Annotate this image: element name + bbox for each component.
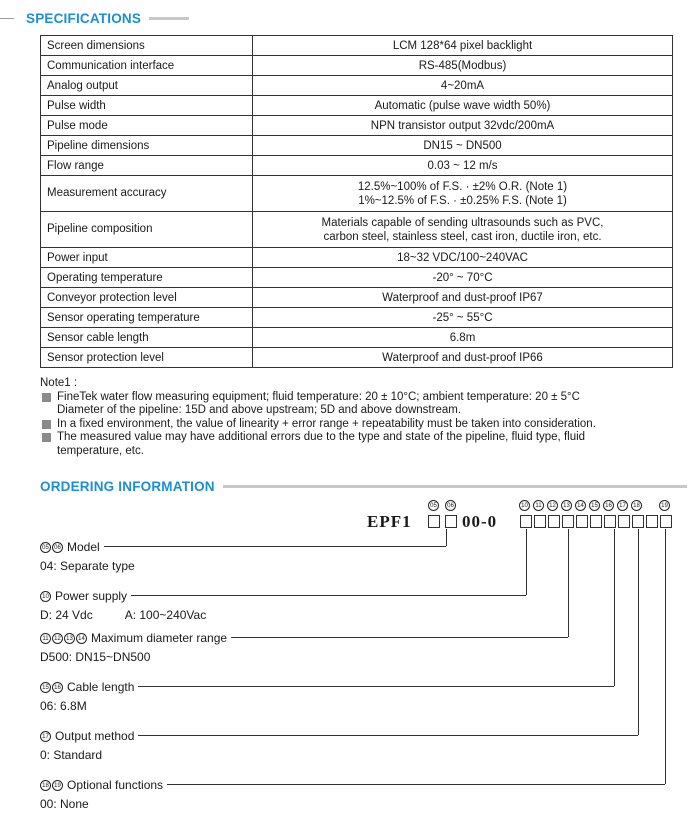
position-number-icon: 19 <box>52 780 63 791</box>
connector-line-vertical <box>568 529 569 637</box>
note-text <box>57 431 585 458</box>
code-box <box>445 515 457 528</box>
code-box <box>632 515 644 528</box>
position-number-icon: 19 <box>659 500 670 511</box>
code-box <box>548 515 560 528</box>
option-label <box>40 729 138 743</box>
connector-line-vertical <box>638 529 639 735</box>
code-box <box>590 515 602 528</box>
spec-value-line: Materials capable of sending ultrasounds such as PVC, <box>321 216 604 229</box>
code-box <box>520 515 532 528</box>
connector-line <box>60 686 614 687</box>
spec-key: Flow range <box>41 156 253 176</box>
spec-value <box>253 212 673 248</box>
connector-line-vertical <box>665 529 666 784</box>
square-bullet-icon <box>42 393 51 402</box>
spec-value <box>253 308 673 328</box>
spec-key: Communication interface <box>41 56 253 76</box>
heading-rule <box>149 17 189 20</box>
option-values <box>40 608 206 622</box>
spec-value-line: Waterproof and dust-proof IP66 <box>382 351 543 364</box>
spec-value-line: 12.5%~100% of F.S. · ±2% O.R. (Note 1) <box>357 180 568 193</box>
option-label <box>40 540 104 554</box>
position-number-icon: 10 <box>40 591 51 602</box>
position-number-icon: 15 <box>40 682 51 693</box>
specs-heading <box>0 11 189 26</box>
option-value: 04: Separate type <box>40 559 135 573</box>
note-text <box>57 418 596 432</box>
option-label-text: Output method <box>55 729 135 743</box>
option-value: 06: 6.8M <box>40 699 87 713</box>
spec-key: Sensor operating temperature <box>41 308 253 328</box>
connector-line-vertical <box>614 529 615 686</box>
spec-value <box>253 288 673 308</box>
position-number-icon: 13 <box>64 633 75 644</box>
position-number-icon: 18 <box>631 500 642 511</box>
notes-block <box>40 377 680 458</box>
position-number-icon: 14 <box>76 633 87 644</box>
spec-row <box>41 136 673 156</box>
code-box <box>660 515 672 528</box>
spec-value <box>253 156 673 176</box>
spec-value-line: LCM 128*64 pixel backlight <box>392 39 533 52</box>
position-number-icon: 18 <box>40 780 51 791</box>
spec-value-line: 0.03 ~ 12 m/s <box>427 159 498 172</box>
note-bullet <box>40 391 680 418</box>
option-label-text: Power supply <box>55 589 128 603</box>
option-values <box>40 748 102 762</box>
spec-value-line: Waterproof and dust-proof IP67 <box>382 291 543 304</box>
order-code-fixed: 00-0 <box>462 512 498 531</box>
spec-value <box>253 116 673 136</box>
order-code-prefix: EPF1 <box>367 512 412 531</box>
option-values <box>40 559 135 573</box>
spec-value-line: Automatic (pulse wave width 50%) <box>374 99 551 112</box>
note-bullet <box>40 431 680 458</box>
note-bullet <box>40 418 680 432</box>
spec-value-line: 4~20mA <box>440 79 485 92</box>
option-label-text: Maximum diameter range <box>91 631 228 645</box>
note-line: FineTek water flow measuring equipment; fluid temperature: 20 ± 10°C; ambient temperature: 20 ± 5°C <box>57 390 580 403</box>
spec-key: Sensor protection level <box>41 348 253 368</box>
position-number-icon: 06 <box>52 542 63 553</box>
option-value: 0: Standard <box>40 748 103 762</box>
spec-row <box>41 308 673 328</box>
spec-value <box>253 248 673 268</box>
ordering-title: ORDERING INFORMATION <box>40 479 215 494</box>
note-line: In a fixed environment, the value of linearity + error range + repeatability must be taken into consideration. <box>57 417 596 430</box>
position-number-icon: 12 <box>547 500 558 511</box>
spec-value-line: 18~32 VDC/100~240VAC <box>397 251 528 264</box>
spec-value <box>253 348 673 368</box>
spec-value <box>253 136 673 156</box>
option-value: D500: DN15~DN500 <box>40 650 151 664</box>
spec-row <box>41 96 673 116</box>
position-number-icon: 16 <box>52 682 63 693</box>
spec-value-line: DN15 ~ DN500 <box>423 139 502 152</box>
code-box <box>618 515 630 528</box>
option-label <box>40 631 231 645</box>
spec-key: Analog output <box>41 76 253 96</box>
position-number-icon: 16 <box>603 500 614 511</box>
spec-value-line: 6.8m <box>449 331 476 344</box>
position-number-icon: 14 <box>575 500 586 511</box>
spec-value <box>253 76 673 96</box>
connector-line-vertical <box>526 529 527 595</box>
position-number-icon: 13 <box>561 500 572 511</box>
spec-row <box>41 36 673 56</box>
specs-title: SPECIFICATIONS <box>26 11 142 26</box>
spec-value <box>253 96 673 116</box>
spec-key: Screen dimensions <box>41 36 253 56</box>
position-number-icon: 05 <box>40 542 51 553</box>
spec-key: Pulse width <box>41 96 253 116</box>
position-number-icon: 17 <box>617 500 628 511</box>
spec-value-line: -25° ~ 55°C <box>432 311 493 324</box>
connector-line-vertical <box>446 529 447 546</box>
option-values <box>40 797 89 811</box>
spec-value <box>253 56 673 76</box>
option-values <box>40 650 150 664</box>
code-box <box>562 515 574 528</box>
option-label <box>40 778 167 792</box>
position-number-icon: 05 <box>428 500 439 511</box>
option-label <box>40 589 131 603</box>
spec-value-line: -20° ~ 70°C <box>432 271 493 284</box>
option-value: A: 100~240Vac <box>124 608 207 622</box>
note-heading: Note1 : <box>40 377 78 389</box>
spec-row <box>41 116 673 136</box>
spec-key: Operating temperature <box>41 268 253 288</box>
spec-row <box>41 176 673 212</box>
spec-value <box>253 268 673 288</box>
option-label-text: Cable length <box>67 680 135 694</box>
note-line: The measured value may have additional errors due to the type and state of the pipeline, fluid type, fluid <box>57 431 586 443</box>
connector-line <box>60 546 446 547</box>
position-number-icon: 12 <box>52 633 63 644</box>
spec-row <box>41 156 673 176</box>
spec-key: Power input <box>41 248 253 268</box>
spec-row <box>41 212 673 248</box>
note-text <box>57 391 580 418</box>
ordering-heading <box>40 479 687 494</box>
spec-row <box>41 348 673 368</box>
square-bullet-icon <box>42 433 51 442</box>
position-number-icon: 10 <box>519 500 530 511</box>
option-label <box>40 680 138 694</box>
code-box <box>428 515 440 528</box>
spec-key: Measurement accuracy <box>41 176 253 212</box>
spec-key: Sensor cable length <box>41 328 253 348</box>
spec-row <box>41 328 673 348</box>
option-value: 00: None <box>40 797 89 811</box>
spec-value-line: NPN transistor output 32vdc/200mA <box>370 119 555 132</box>
heading-dash <box>0 18 14 19</box>
note-line: Diameter of the pipeline: 15D and above upstream; 5D and above downstream. <box>57 404 462 416</box>
connector-line <box>60 735 638 736</box>
position-number-icon: 17 <box>40 731 51 742</box>
heading-rule-ordering <box>223 485 687 488</box>
position-number-icon: 06 <box>445 500 456 511</box>
spec-value-line: 1%~12.5% of F.S. · ±0.25% F.S. (Note 1) <box>358 194 567 207</box>
code-box <box>576 515 588 528</box>
spec-row <box>41 248 673 268</box>
spec-key: Pipeline composition <box>41 212 253 248</box>
spec-value <box>253 328 673 348</box>
spec-value-line: carbon steel, stainless steel, cast iron, ductile iron, etc. <box>323 230 602 243</box>
position-number-icon: 15 <box>589 500 600 511</box>
spec-key: Pulse mode <box>41 116 253 136</box>
option-label-text: Optional functions <box>67 778 164 792</box>
spec-row <box>41 76 673 96</box>
note-line: temperature, etc. <box>57 444 144 457</box>
spec-key: Pipeline dimensions <box>41 136 253 156</box>
spec-row <box>41 56 673 76</box>
position-number-icon: 11 <box>533 500 544 511</box>
code-box <box>646 515 658 528</box>
spec-value-line: RS-485(Modbus) <box>418 59 507 72</box>
spec-value <box>253 36 673 56</box>
option-value: D: 24 Vdc <box>40 608 93 622</box>
option-label-text: Model <box>67 540 100 554</box>
code-box <box>604 515 616 528</box>
position-number-icon: 11 <box>40 633 51 644</box>
square-bullet-icon <box>42 420 51 429</box>
code-box <box>534 515 546 528</box>
spec-key: Conveyor protection level <box>41 288 253 308</box>
option-values <box>40 699 87 713</box>
spec-row <box>41 288 673 308</box>
spec-value <box>253 176 673 212</box>
spec-row <box>41 268 673 288</box>
specifications-table <box>40 35 673 368</box>
